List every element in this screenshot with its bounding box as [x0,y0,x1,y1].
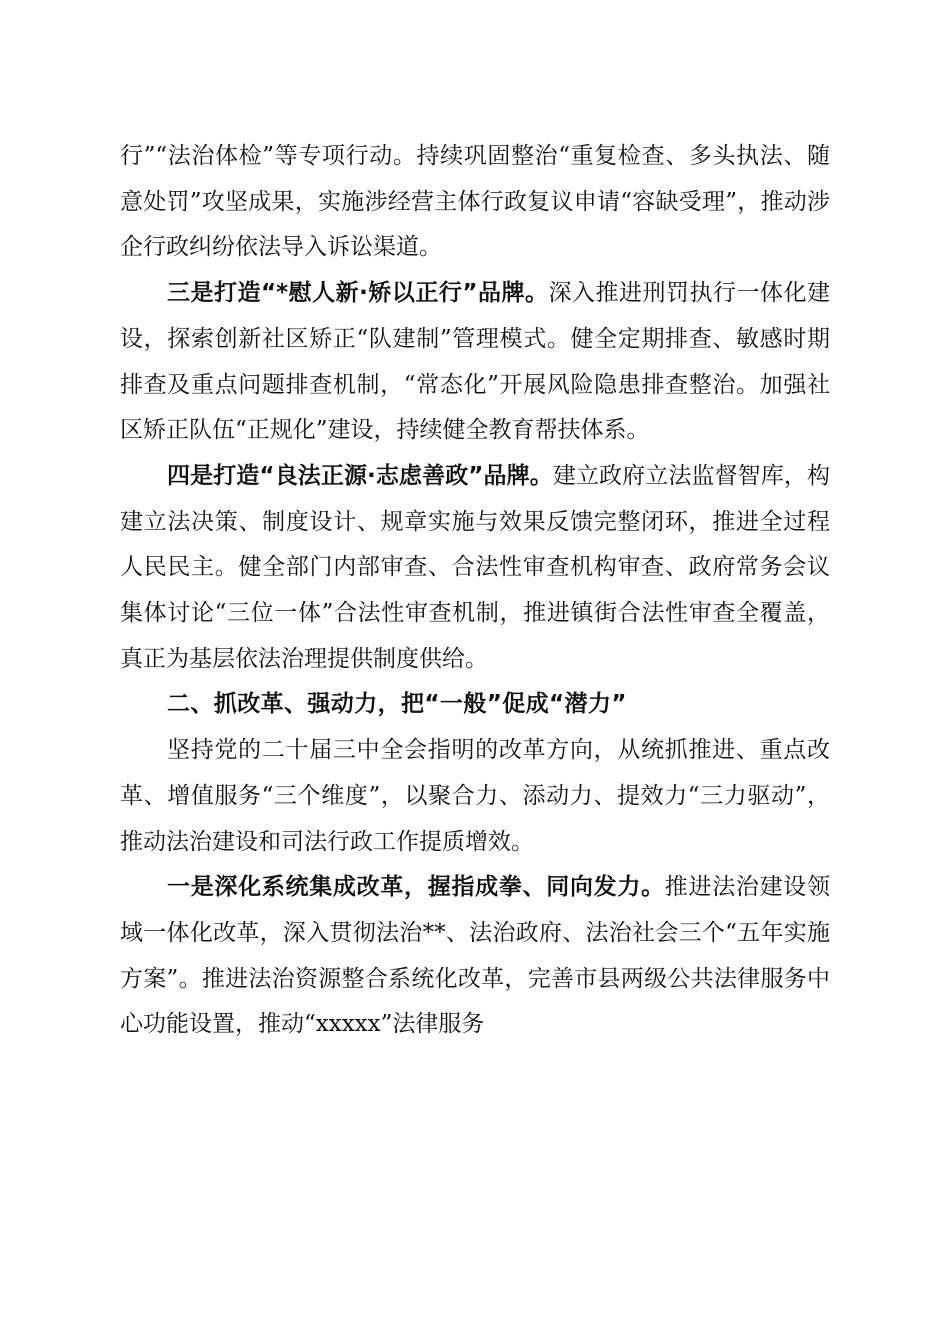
paragraph-3-lead: 四是打造“良法正源·志虑善政”品牌。 [167,462,553,489]
paragraph-5-text: 推进法治建设领域一体化改革，深入贯彻法治**、法治政府、法治社会三个“五年实施方案”。推进法治资源整合系统化改革，完善市县两级公共法律服务中心功能设置，推动“xxxxx”法律服务 [120,874,831,1038]
paragraph-2-lead: 三是打造“*慰人新·矫以正行”品牌。 [167,280,549,307]
section-heading-2 [120,682,830,728]
paragraph-3 [120,454,830,683]
paragraph-2 [120,271,830,454]
paragraph-5-lead: 一是深化系统集成改革，握指成拳、同向发力。 [167,874,665,901]
paragraph-3-text: 建立政府立法监督智库，构建立法决策、制度设计、规章实施与效果反馈完整闭环，推进全过程人民民主。健全部门内部审查、合法性审查机构审查、政府常务会议集体讨论“三位一体”合法性审查机制，推进镇街合法性审查全覆盖，真正为基层依法治理提供制度供给。 [120,462,830,672]
paragraph-1-text: 行”“法治体检”等专项行动。持续巩固整治“重复检查、多头执法、随意处罚”攻坚成果，实施涉经营主体行政复议申请“容缺受理”，推动涉企行政纠纷依法导入诉讼渠道。 [120,143,830,261]
paragraph-4 [120,728,830,865]
paragraph-2-text: 深入推进刑罚执行一体化建设，探索创新社区矫正“队建制”管理模式。健全定期排查、敏感时期排查及重点问题排查机制，“常态化”开展风险隐患排查整治。加强社区矫正队伍“正规化”建设，持续健全教育帮扶体系。 [120,280,830,444]
document-page [120,134,830,1048]
paragraph-1 [120,134,830,271]
paragraph-4-text: 坚持党的二十届三中全会指明的改革方向，从统抓推进、重点改革、增值服务“三个维度”，以聚合力、添动力、提效力“三力驱动”，推动法治建设和司法行政工作提质增效。 [120,737,830,855]
paragraph-5 [120,865,830,1048]
section-heading-2-text: 二、抓改革、强动力，把“一般”促成“潜力” [167,691,627,718]
